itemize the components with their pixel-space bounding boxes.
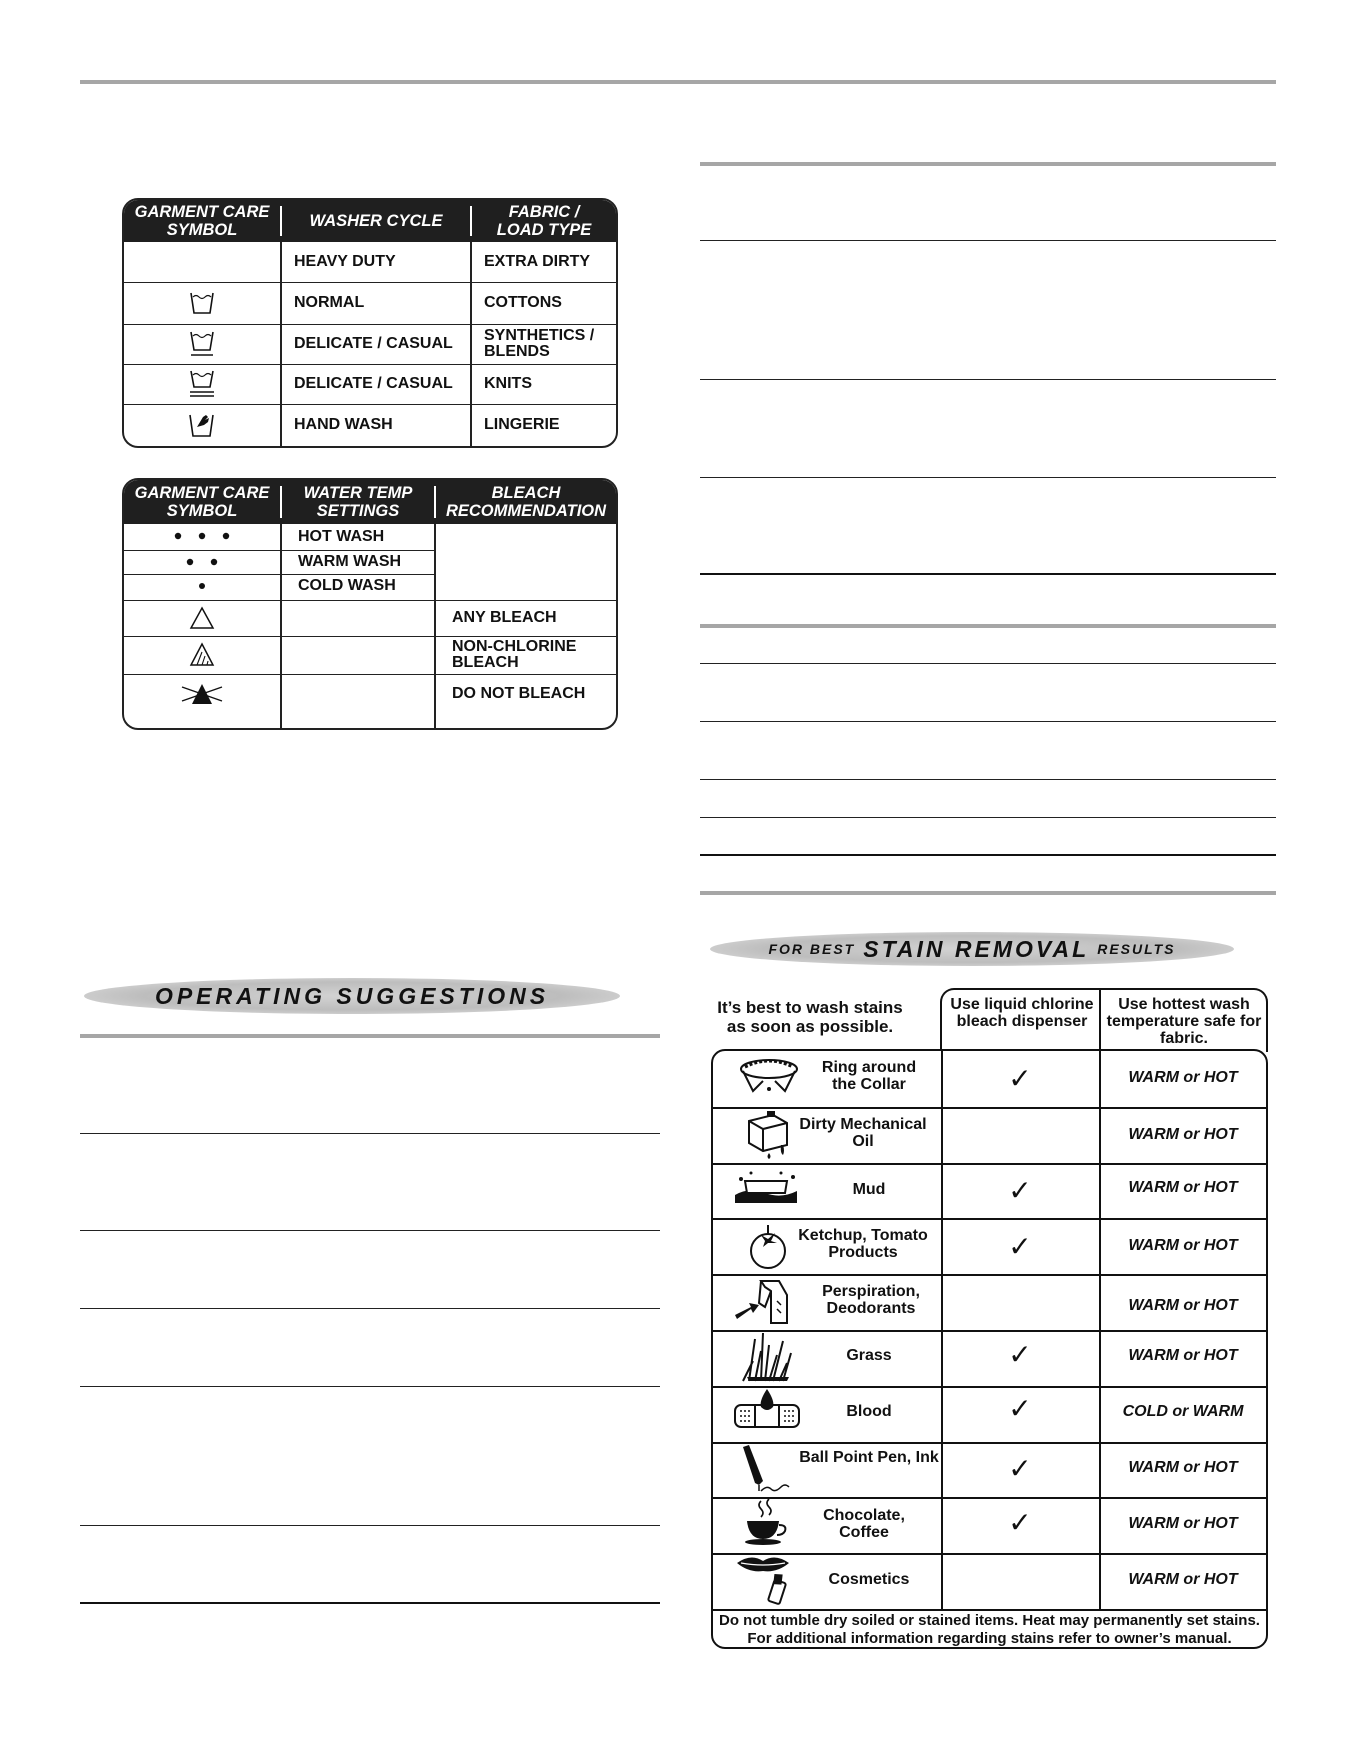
bleach-cell: ANY BLEACH [452, 609, 557, 626]
temp-label: WARM or HOT [1128, 1571, 1238, 1588]
temp-label: WARM or HOT [1128, 1237, 1238, 1254]
stain-intro: It’s best to wash stains as soon as possible. [717, 998, 903, 1036]
rule [700, 624, 1276, 628]
temp-cell: HOT WASH [298, 528, 385, 545]
rule [700, 779, 1276, 780]
grass-icon [739, 1331, 795, 1383]
stain-label-perspiration: Perspiration, Deodorants [822, 1283, 920, 1317]
temp-label: WARM or HOT [1128, 1179, 1238, 1196]
banner-pre: FOR BEST [768, 941, 856, 957]
one-dot-icon [124, 574, 280, 598]
collar-icon [737, 1057, 801, 1101]
rule [700, 663, 1276, 664]
rule [700, 854, 1276, 856]
striped-triangle-icon [124, 636, 280, 674]
rule [700, 240, 1276, 241]
stain-label-cosmetics: Cosmetics [828, 1571, 910, 1588]
fabric-cell: EXTRA DIRTY [484, 253, 591, 270]
stain-label-ketchup: Ketchup, Tomato Products [798, 1227, 928, 1261]
tomato-icon [743, 1221, 793, 1271]
temp-label: WARM or HOT [1128, 1347, 1238, 1364]
fabric-cell: COTTONS [484, 294, 562, 311]
rule [700, 162, 1276, 166]
rule [700, 817, 1276, 818]
temp-label: WARM or HOT [1128, 1126, 1238, 1143]
banner-post: RESULTS [1097, 941, 1176, 957]
stain-column-headers [940, 988, 1268, 1052]
wash-tub-one-bar-icon [124, 324, 280, 364]
column-header-bleach: Use liquid chlorine bleach dispenser [950, 996, 1094, 1030]
stain-label-collar: Ring around the Collar [821, 1059, 917, 1093]
cycle-cell: HAND WASH [294, 416, 393, 433]
stain-label-mud: Mud [852, 1181, 886, 1198]
three-dots-icon [124, 524, 280, 548]
temp-label: WARM or HOT [1128, 1069, 1238, 1086]
cycle-cell: NORMAL [294, 294, 365, 311]
operating-suggestions-banner [84, 978, 620, 1014]
stain-label-pen: Ball Point Pen, Ink [799, 1449, 939, 1466]
washer-cycle-table [122, 198, 618, 448]
check-icon: ✓ [1008, 1507, 1032, 1538]
rule [700, 721, 1276, 722]
water-temp-bleach-table [122, 478, 618, 730]
mud-icon [731, 1169, 801, 1209]
cycle-cell: HEAVY DUTY [294, 253, 396, 270]
rule [80, 1230, 660, 1231]
header-garment-care-symbol: GARMENT CARE SYMBOL [134, 484, 270, 520]
bleach-cell: DO NOT BLEACH [452, 685, 586, 702]
coffee-cup-icon [743, 1497, 793, 1547]
rule [700, 573, 1276, 575]
temp-label: WARM or HOT [1128, 1459, 1238, 1476]
temp-label: WARM or HOT [1128, 1297, 1238, 1314]
banner-title: OPERATING SUGGESTIONS [154, 982, 550, 1009]
rule [700, 379, 1276, 380]
stain-label-blood: Blood [846, 1403, 892, 1420]
lipstick-icon [733, 1553, 799, 1607]
pen-icon [737, 1443, 797, 1495]
header-bleach-recommendation: BLEACH RECOMMENDATION [445, 484, 607, 520]
rule [80, 1602, 660, 1604]
temp-cell: WARM WASH [298, 553, 402, 570]
header-fabric-load-type: FABRIC / LOAD TYPE [496, 203, 592, 239]
bleach-cell: NON-CHLORINE BLEACH [452, 638, 577, 671]
stain-label-chocolate: Chocolate, Coffee [823, 1507, 905, 1541]
fabric-cell: SYNTHETICS / BLENDS [484, 327, 595, 360]
table-header [124, 480, 616, 524]
temp-label: COLD or WARM [1122, 1403, 1244, 1420]
check-icon: ✓ [1008, 1231, 1032, 1262]
temp-label: WARM or HOT [1128, 1515, 1238, 1532]
banner-main: STAIN REMOVAL [863, 935, 1090, 962]
top-rule [80, 80, 1276, 84]
cycle-cell: DELICATE / CASUAL [294, 335, 453, 352]
fabric-cell: KNITS [484, 375, 532, 392]
rule [80, 1525, 660, 1526]
stain-label-oil: Dirty Mechanical Oil [799, 1116, 927, 1150]
rule [80, 1386, 660, 1387]
column-header-temperature: Use hottest wash temperature safe for fabric. [1106, 996, 1262, 1047]
stain-label-grass: Grass [846, 1347, 892, 1364]
wash-tub-icon [124, 282, 280, 324]
stain-chart [711, 1049, 1268, 1649]
check-icon: ✓ [1008, 1339, 1032, 1370]
hand-wash-icon [124, 404, 280, 446]
header-water-temp-settings: WATER TEMP SETTINGS [303, 484, 413, 520]
check-icon: ✓ [1008, 1453, 1032, 1484]
check-icon: ✓ [1008, 1175, 1032, 1206]
bandage-icon [731, 1387, 803, 1435]
stain-chart-footer: Do not tumble dry soiled or stained items. Heat may permanently set stains. For additional information regarding stains refer to owner’s manual. [719, 1612, 1260, 1647]
shirt-armpit-icon [731, 1277, 803, 1327]
two-dots-icon [124, 550, 280, 574]
rule [700, 477, 1276, 478]
check-icon: ✓ [1008, 1393, 1032, 1424]
table-header [124, 200, 616, 242]
check-icon: ✓ [1008, 1063, 1032, 1094]
stain-removal-banner [710, 932, 1234, 966]
header-garment-care-symbol: GARMENT CARE SYMBOL [134, 203, 270, 239]
header-washer-cycle: WASHER CYCLE [309, 212, 443, 230]
rule [80, 1133, 660, 1134]
fabric-cell: LINGERIE [484, 416, 560, 433]
cycle-cell: DELICATE / CASUAL [294, 375, 453, 392]
wash-tub-two-bars-icon [124, 364, 280, 404]
triangle-icon [124, 600, 280, 636]
oil-can-icon [743, 1111, 799, 1159]
temp-cell: COLD WASH [298, 577, 396, 594]
rule [700, 891, 1276, 895]
crossed-triangle-icon [124, 674, 280, 714]
rule [80, 1308, 660, 1309]
rule [80, 1034, 660, 1038]
